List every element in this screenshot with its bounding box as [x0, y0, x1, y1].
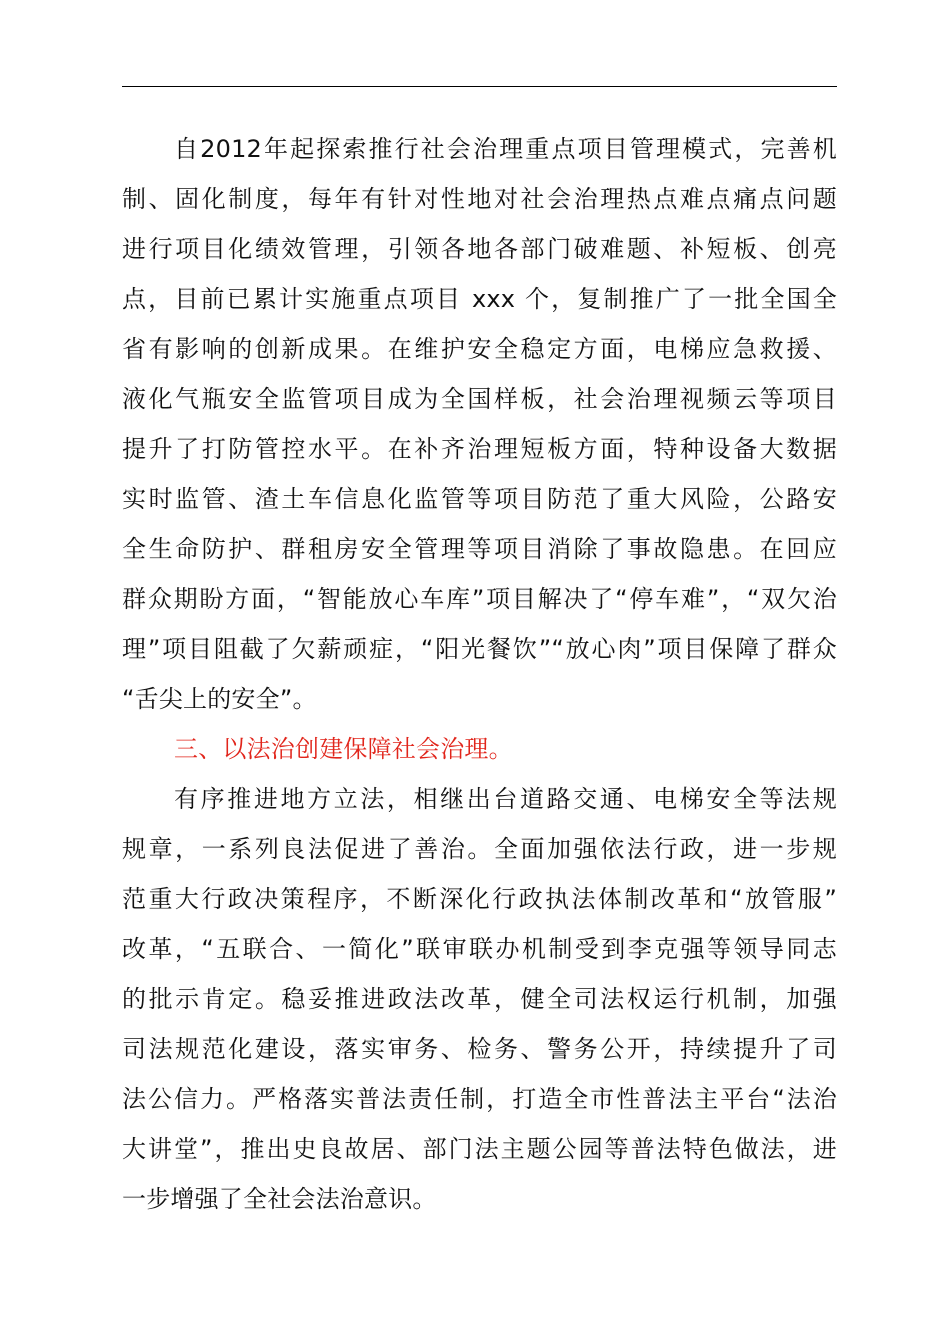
text-line: 规章，一系列良法促进了善治。全面加强依法行政，进一步规 [122, 835, 837, 863]
text-line: 改革，“五联合、一简化”联审联办机制受到李克强等领导同志 [122, 935, 837, 963]
text-line: 法公信力。严格落实普法责任制，打造全市性普法主平台“法治 [122, 1085, 837, 1113]
text-line: 点，目前已累计实施重点项目 xxx 个，复制推广了一批全国全 [122, 285, 837, 313]
text-line: 一步增强了全社会法治意识。 [122, 1185, 437, 1213]
text-line: 有序推进地方立法，相继出台道路交通、电梯安全等法规 [174, 785, 837, 813]
text-line: 液化气瓶安全监管项目成为全国样板，社会治理视频云等项目 [122, 385, 837, 413]
text-line: 进行项目化绩效管理，引领各地各部门破难题、补短板、创亮 [122, 235, 837, 263]
text-line: 省有影响的创新成果。在维护安全稳定方面，电梯应急救援、 [122, 335, 837, 363]
text-line: 实时监管、渣土车信息化监管等项目防范了重大风险，公路安 [122, 485, 837, 513]
header-rule [122, 86, 837, 87]
text-line: “舌尖上的安全”。 [122, 685, 317, 713]
text-line: 提升了打防管控水平。在补齐治理短板方面，特种设备大数据 [122, 435, 837, 463]
paragraph-1 [122, 124, 837, 724]
text-line: 群众期盼方面，“智能放心车库”项目解决了“停车难”，“双欠治 [122, 585, 837, 613]
text-line: 理”项目阻截了欠薪顽症，“阳光餐饮”“放心肉”项目保障了群众 [122, 635, 837, 663]
paragraph-2 [122, 774, 837, 1224]
text-line: 制、固化制度，每年有针对性地对社会治理热点难点痛点问题 [122, 185, 837, 213]
text-line: 的批示肯定。稳妥推进政法改革，健全司法权运行机制，加强 [122, 985, 837, 1013]
text-line: 大讲堂”，推出史良故居、部门法主题公园等普法特色做法，进 [122, 1135, 837, 1163]
text-line: 自2012年起探索推行社会治理重点项目管理模式，完善机 [174, 135, 837, 163]
document-body [122, 124, 837, 1224]
text-line: 全生命防护、群租房安全管理等项目消除了事故隐患。在回应 [122, 535, 837, 563]
text-line: 司法规范化建设，落实审务、检务、警务公开，持续提升了司 [122, 1035, 837, 1063]
section-heading: 三、以法治创建保障社会治理。 [174, 735, 513, 763]
text-line: 范重大行政决策程序，不断深化行政执法体制改革和“放管服” [122, 885, 837, 913]
